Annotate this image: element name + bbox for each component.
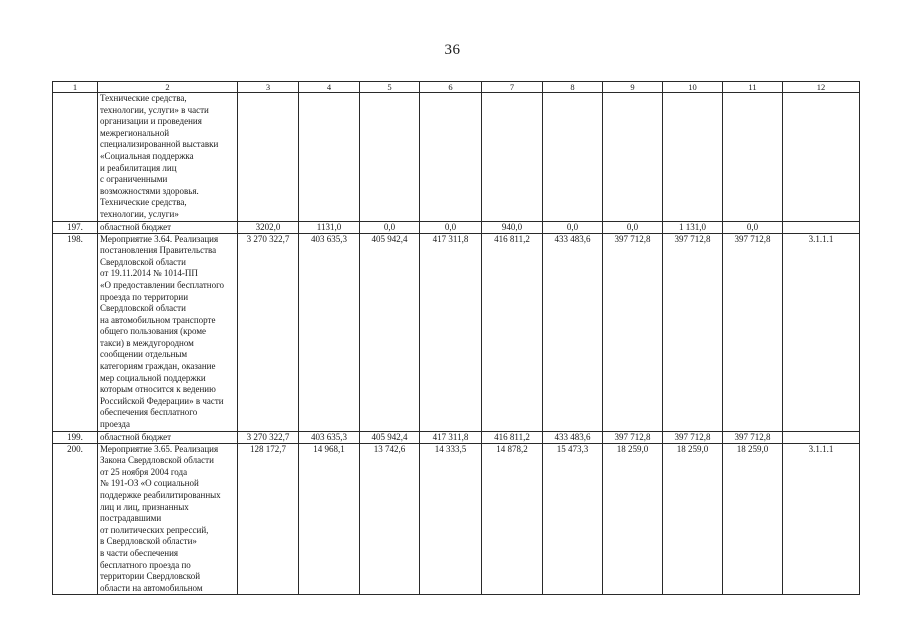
row-value: 416 811,2 (482, 233, 543, 431)
row-description: областной бюджет (98, 221, 238, 233)
column-header: 7 (482, 82, 543, 93)
row-value: 0,0 (360, 221, 420, 233)
row-value: 397 712,8 (723, 233, 783, 431)
row-value: 1131,0 (299, 221, 360, 233)
page-number: 36 (444, 42, 461, 58)
row-value: 0,0 (420, 221, 482, 233)
row-value: 3 270 322,7 (238, 431, 299, 443)
row-value (420, 93, 482, 222)
row-value: 14 333,5 (420, 443, 482, 595)
row-value: 416 811,2 (482, 431, 543, 443)
row-value: 397 712,8 (663, 431, 723, 443)
row-value: 397 712,8 (603, 233, 663, 431)
row-value: 128 172,7 (238, 443, 299, 595)
column-header: 10 (663, 82, 723, 93)
column-header: 4 (299, 82, 360, 93)
row-value: 0,0 (543, 221, 603, 233)
row-value: 18 259,0 (723, 443, 783, 595)
row-number: 199. (53, 431, 98, 443)
row-value: 940,0 (482, 221, 543, 233)
column-header: 8 (543, 82, 603, 93)
row-description: Мероприятие 3.64. Реализация постановления Правительства Свердловской области от 19.11.2014 № 1014-ПП «О предоставлении бесплатного проезда по территории Свердловской области на автомобильном транспорте общего пользования (кроме такси) в междугородном сообщении отдельным категориям граждан, оказание мер социальной поддержки которым относится к ведению Российской Федерации» в части обеспечения бесплатного проезда (98, 233, 238, 431)
row-target-code: 3.1.1.1 (783, 443, 860, 595)
row-number: 197. (53, 221, 98, 233)
row-value: 15 473,3 (543, 443, 603, 595)
row-value: 14 968,1 (299, 443, 360, 595)
column-header: 2 (98, 82, 238, 93)
row-description: Технические средства, технологии, услуги» в части организации и проведения межрегиональной специализированной выставки «Социальная поддержка и реабилитация лиц с ограниченными возможностями здоровья. Технические средства, технологии, услуги» (98, 93, 238, 222)
table-row (53, 443, 860, 595)
column-header: 1 (53, 82, 98, 93)
row-value: 405 942,4 (360, 431, 420, 443)
row-value (543, 93, 603, 222)
row-value (603, 93, 663, 222)
row-value: 433 483,6 (543, 233, 603, 431)
row-value: 433 483,6 (543, 431, 603, 443)
row-number: 198. (53, 233, 98, 431)
row-value (238, 93, 299, 222)
row-value: 397 712,8 (723, 431, 783, 443)
column-header: 5 (360, 82, 420, 93)
header-row (53, 82, 860, 93)
row-value: 3 270 322,7 (238, 233, 299, 431)
row-value: 397 712,8 (603, 431, 663, 443)
column-header: 12 (783, 82, 860, 93)
row-number (53, 93, 98, 222)
row-value: 1 131,0 (663, 221, 723, 233)
row-value: 18 259,0 (603, 443, 663, 595)
row-value: 0,0 (723, 221, 783, 233)
row-value (482, 93, 543, 222)
row-value: 3202,0 (238, 221, 299, 233)
row-target-code: 3.1.1.1 (783, 233, 860, 431)
row-target-code (783, 221, 860, 233)
row-target-code (783, 431, 860, 443)
row-value: 18 259,0 (663, 443, 723, 595)
column-header: 9 (603, 82, 663, 93)
table-row (53, 431, 860, 443)
row-value: 0,0 (603, 221, 663, 233)
row-value: 417 311,8 (420, 431, 482, 443)
row-value: 397 712,8 (663, 233, 723, 431)
column-header: 6 (420, 82, 482, 93)
row-value: 417 311,8 (420, 233, 482, 431)
row-value (663, 93, 723, 222)
budget-table (52, 81, 860, 595)
row-value (723, 93, 783, 222)
row-value: 403 635,3 (299, 431, 360, 443)
row-value (360, 93, 420, 222)
table-row (53, 233, 860, 431)
table-row (53, 93, 860, 222)
column-header: 11 (723, 82, 783, 93)
row-value (299, 93, 360, 222)
row-value: 13 742,6 (360, 443, 420, 595)
row-description: Мероприятие 3.65. Реализация Закона Свердловской области от 25 ноября 2004 года № 191-ОЗ «О социальной поддержке реабилитированных лиц и лиц, признанных пострадавшими от политических репрессий, в Свердловской области» в части обеспечения бесплатного проезда по территории Свердловской области на автомобильном (98, 443, 238, 595)
row-value: 403 635,3 (299, 233, 360, 431)
row-target-code (783, 93, 860, 222)
table-row (53, 221, 860, 233)
row-description: областной бюджет (98, 431, 238, 443)
column-header: 3 (238, 82, 299, 93)
row-value: 14 878,2 (482, 443, 543, 595)
row-number: 200. (53, 443, 98, 595)
row-value: 405 942,4 (360, 233, 420, 431)
